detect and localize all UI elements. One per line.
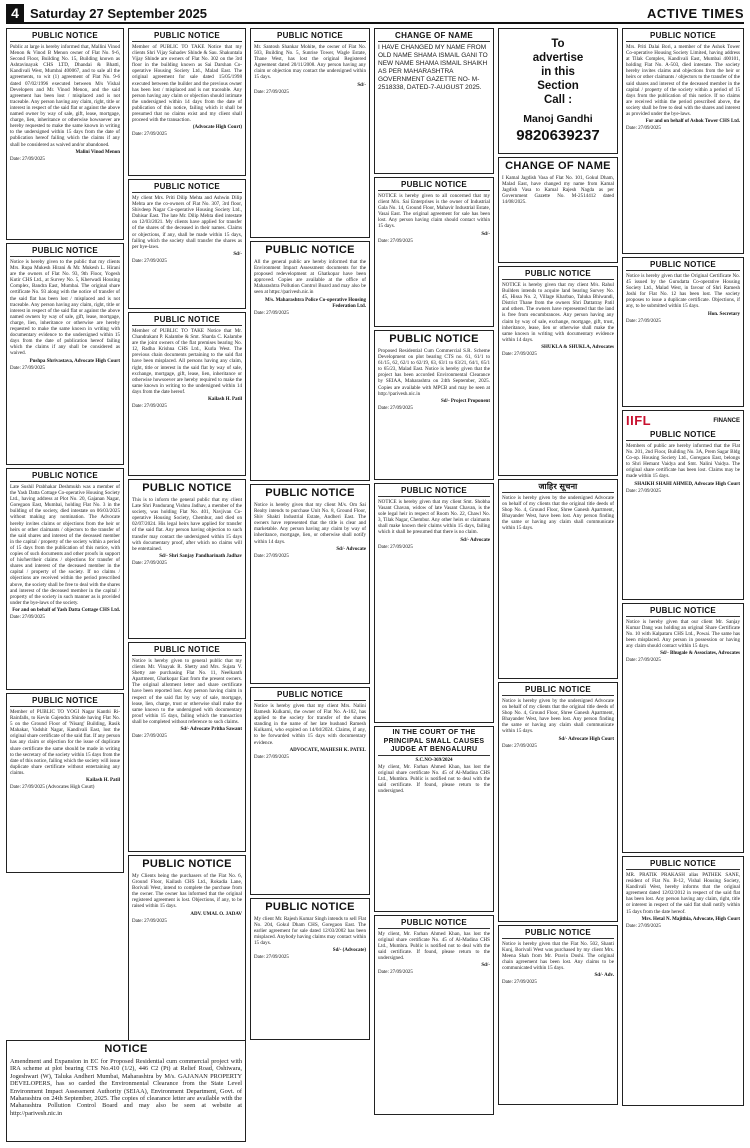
public-notice xyxy=(374,483,494,723)
notice-date: Date: 27/09/2025 xyxy=(132,258,167,264)
public-notice xyxy=(128,642,246,852)
notice-date: Date: 27/09/2025 xyxy=(254,310,289,316)
notice-body: MR. PRATIK PRAKASH alias PATHEK SANE, resident of Flat No. B-12, Vishal Housing Society, Kandivali West, hereby informs that the original agreement dated 12/02/2012 in respect of the said flat has been lost. Any person having any claim, right, title or interest in respect of the said flat shall notify within 15 days from the date hereof. xyxy=(626,872,740,915)
public-notice xyxy=(6,243,124,465)
notice-title: PUBLIC NOTICE xyxy=(254,31,366,42)
public-notice xyxy=(622,28,744,254)
notice-body: I HAVE CHANGED MY NAME FROM OLD NAME SHAMA ISMAIL GANI TO NEW NAME SHAMA ISMAIL SHAIKH AS PER MAHARASHTRA GOVERNMENT GAZETTE NO- M-2518338, DATED-7-AUGUST 2025. xyxy=(378,44,488,91)
notice-date: Date: 27/09/2025 xyxy=(254,955,289,961)
notice-title: PUBLIC NOTICE xyxy=(378,486,490,497)
notice-body: Notice is hereby given that my client M/s. Om Sai Realty intends to purchase Unit No. 8, Ground Floor, Shiv Shakti Industrial Estate, Andheri East. The owners have represented that the title is clear and marketable. Any person having any claim by way of inheritance, mortgage, lien, or otherwise shall notify within 14 days. xyxy=(254,502,366,545)
notice-body: Notice is hereby given by the undersigned Advocate on behalf of my clients that the original title deeds of Shop No. 4, Ground Floor, Shree Ganesh Apartment, Bhayander West, have been lost. Any person finding the same or having any claim shall communicate within 15 days. xyxy=(502,495,614,532)
notice-signature: Sd/- (Advocate) xyxy=(332,948,366,954)
notice-title: PUBLIC NOTICE xyxy=(626,606,740,617)
notice-title: PUBLIC NOTICE xyxy=(378,918,490,929)
notice-signature: Sd/- xyxy=(481,231,490,237)
notice-signature: For and on behalf of Yash Datta Cottage CHS Ltd. xyxy=(12,607,120,613)
notice-body: Notice is hereby given to the public that my clients Mrs. Rupa Mukesh Hirani & Mr. Mukesh L. Hirani are the owners of Flat No. 93, 9th Floor, Yogesh Kutir CHS Ltd., at Survey No. 5, Kherwadi Housing Complex, Bandra East, Mumbai. The original share certificate No. 93 along with the notice of transfer of the said flat has been lost / misplaced and is not traceable. Any person having any claim, right, title or interest in respect of the said flat or against the above named owners by way of sale, gift, lease, mortgage, charge, lien, inheritance or otherwise are hereby requested to make the same known in writing with documentary evidence to the undersigned within 15 days from the date of publication hereof failing which the claims if any shall be considered as waived. xyxy=(10,259,120,357)
public-notice xyxy=(250,898,370,1040)
court-notice xyxy=(374,726,494,912)
notice-body: Notice is hereby given that the Flat No. 502, Shanti Kunj, Borivali West was purchased by my client Mrs. Meena Shah from Mr. Pravin Doshi. The original chain agreement has been lost. Any claims to be communicated within 15 days. xyxy=(502,941,614,972)
suit-number: S.C.NO-369/2024 xyxy=(415,757,453,763)
notice-body: Mrs. Priti Dalai Bori, a member of the Ashok Tower Co-operative Housing Society Limited, having address at Tilak Complex, Kandivali East, Mumbai 400101, holding Flat No. A-503, died intestate. The society hereby invites claims and objections from the heir or heirs or other claimants / objectors to the transfer of the said shares and interest of the deceased member in the capital / property of the society within a period of 15 days from the publication of this notice. If no claims are received within the period prescribed above, the society shall be free to deal with the shares and interest as provided under the bye-laws. xyxy=(626,44,740,118)
column-1 xyxy=(6,28,124,1142)
public-notice xyxy=(622,257,744,407)
notice-date: Date: 27/09/2025 xyxy=(378,970,413,976)
notice-title: PUBLIC NOTICE xyxy=(132,315,242,326)
notice-signature: Sd/- Advocate High Court xyxy=(558,736,614,742)
publication-date: Saturday 27 September 2025 xyxy=(30,5,208,21)
notice-title: PUBLIC NOTICE xyxy=(626,430,740,441)
notice-title: NOTICE xyxy=(104,1043,148,1055)
column-4 xyxy=(374,28,494,1142)
notice-date: Date: 27/09/2025 xyxy=(502,351,537,357)
notice-body: All the general public are hereby informed that the Environment Impact Assessment documents for the proposed redevelopment at Ghatkopar have been approved. Copies are available at the office of Maharashtra Pollution Control Board and may also be seen at https://parivesh.nic.in xyxy=(254,259,366,296)
notice-signature: Sd/- Shri Sanjay Pandharinath Jadhav xyxy=(159,553,242,559)
notice-body: Late Sushil Prabhakar Deshmukh was a member of the Yash Datta Cottage Co-operative Housing Society Ltd., having address at Plot No. 20, Gajanan Nagar, Goregaon East, Mumbai, holding Flat No. 3 in the building of the society, died intestate on 06/03/2025 without making any nomination. The Advocate hereby invites claims or objections from the heir or heirs or other claimants / objectors to the transfer of the said shares and interest of the deceased member in the capital / property of the society within a period of 15 days from the publication of this notice, with copies of such documents and other proofs in support of his/her/their claims / objections for transfer of shares and interest of the deceased member in the capital / property of the society. If no claims / objections are received within the period prescribed above, the society shall be free to deal with the shares and interest of the deceased member in the capital / property of the society in such manner as is provided under the bye-laws of the society. xyxy=(10,484,120,606)
notice-date: Date: 27/09/2025 xyxy=(626,488,661,494)
notice-signature: Sd/- xyxy=(357,82,366,88)
iifl-logo-sub: FINANCE xyxy=(713,417,740,424)
notice-date: Date: 27/09/2025 xyxy=(254,553,289,559)
change-of-name-notice xyxy=(498,157,618,263)
advert-line: Call : xyxy=(543,94,573,106)
masthead xyxy=(6,4,744,24)
notice-signature: (Advocate High Court) xyxy=(192,125,242,131)
notice-title: PUBLIC NOTICE xyxy=(626,31,740,42)
notice-body: Public at large is hereby informed that, Mallini Vinod Menon & Vinod B Menon owner of Flat No. 9-6, Second Floor, Building No. 15, Building known as Ashtavinayak CHS LTD, Dhandai & Bhatti, Kandivali West, Mumbai 400067, and to sale all the agreements, to wit (1) agreement of Flat No. 9-6 dated 07/02/1996 executed between M/s Vishal Developers and Mr. Vinod Menon, and the said agreement has been lost / misplaced and is not traceable. Any person having any claim, right, title or interest in respect of the said flat or against the above named owner by way of sale, gift, lease, mortgage, charge, lien, inheritance or otherwise howsoever are hereby requested to make the same known in writing to the undersigned within 15 days from the date of publication hereof failing which the claims if any shall be considered as waived and/or abandoned. xyxy=(10,44,120,148)
public-notice xyxy=(250,484,370,684)
public-notice xyxy=(6,28,124,240)
hindi-notice xyxy=(498,479,618,679)
public-notice xyxy=(498,925,618,1105)
notice-date: Date: 27/09/2025 xyxy=(626,126,661,132)
notice-body: This is to inform the general public that my client Late Shri Pandurang Vishnu Jadhav, a member of the society, was holding Flat No. 401, Navjivan Co-operative Housing Society, Chembur, and died on 02/07/2024. His legal heirs have applied for transfer of the said flat. Any person having objection to such transfer may contact the undersigned within 15 days with documentary proof, after which no claims will be entertained. xyxy=(132,497,242,552)
iifl-header xyxy=(626,413,740,428)
public-notice xyxy=(374,177,494,327)
notice-signature: Sd/- xyxy=(233,251,242,257)
notice-date: Date: 27/09/2025 xyxy=(626,923,661,929)
public-notice xyxy=(128,28,246,176)
notice-signature: SHUKLA & SHUKLA, Advocates xyxy=(541,344,614,350)
notice-body: Member of PUBLIC TO YOGI Nagar Kanthi Ri-Rainfalls, to Kevin Gajendra Shinde having Flat No. 5 on the Ground Floor of 'Nisarg' Building, Rasik Mahakar, Vadshit Nagar, Kandivali East, lost the original share certificate of the said flat. If any person has any claim or objection for the issue of duplicate share certificate the same should be made in writing to the secretary of the society within 15 days from the date of this notice, failing which the society will issue duplicate share certificate without entertaining any claims. xyxy=(10,709,120,776)
notice-title: जाहिर सूचना xyxy=(502,482,614,493)
public-notice xyxy=(128,479,246,639)
notice-date: Date: 27/09/2025 xyxy=(254,89,289,95)
notice-body: Member of PUBLIC TO TAKE Notice that Mr. Chandrakant P. Kalambe & Smt. Sharda C. Kalambe are the joint owners of the flat premises bearing No. 12, Radha Krishna CHS Ltd., Kurla West. The previous chain documents pertaining to the said flat have been misplaced. All persons having any claim, right, title or interest in the said flat by way of sale, exchange, mortgage, gift, lease, lien, inheritance or otherwise howsoever are hereby required to make the same known in writing to the undersigned within 14 days from the date hereof. xyxy=(132,328,242,395)
notice-title: PUBLIC NOTICE xyxy=(265,487,355,499)
notice-title: PUBLIC NOTICE xyxy=(10,246,120,257)
public-notice xyxy=(622,603,744,853)
notice-signature: Sd/- Advocate xyxy=(336,546,366,552)
notice-body: My client Mr. Rajesh Kumar Singh intends to sell Flat No. 204, Gokul Dham CHS, Goregaon East. The earlier agreement for sale dated 12/03/2002 has been misplaced. Anybody having claims may contact within 15 days. xyxy=(254,916,366,947)
notice-body: Member of PUBLIC TO TAKE Notice that my clients Shri Vijay Sahadev Shinde & Sau. Shakuntala Vijay Shinde are owners of Flat No. 302 on the 3rd floor in the building known as Sai Darshan Co-operative Housing Society Ltd., Malad East. The original agreement for sale dated 15/05/1998 executed between the builder and the previous owner has been lost / misplaced and is not traceable. Any person having any claim or objection should intimate the undersigned within 14 days from the date of publication of this notice, failing which it shall be presumed that no claims exist and my client shall proceed with the transaction. xyxy=(132,44,242,124)
public-notice xyxy=(6,468,124,690)
notice-date: Date: 27/09/2025 xyxy=(132,918,167,924)
notice-body: Members of public are hereby informed that the Flat No. 201, 2nd Floor, Building No. 3A, Prem Sagar Bldg Co-op. Housing Society Ltd., Goregaon East, belongs to Shri Hemant Vaidya and Smt. Nalini Vaidya. The original share certificate has been lost. Claims may be made within 15 days. xyxy=(626,443,740,480)
notice-date: Date: 27/09/2025 xyxy=(378,405,413,411)
advert-contact-name: Manoj Gandhi xyxy=(523,113,593,125)
notice-title: PUBLIC NOTICE xyxy=(10,696,120,707)
public-notice xyxy=(128,312,246,476)
notice-signature: Sd/- Project Proponent xyxy=(441,398,490,404)
notice-title: PUBLIC NOTICE xyxy=(265,901,355,913)
column-2 xyxy=(128,28,246,1142)
public-notice xyxy=(250,28,370,238)
notice-body: My client, Mr. Farhan Ahmed Khan, has lost the original share certificate No. 45 of Al-Madina CHS Ltd., Mumbra. Public is notified not to deal with the said certificate. If found, please return to the undersigned. xyxy=(378,763,490,794)
notice-signature: M/s. Maharashtra Police Co-operative Housing Federation Ltd. xyxy=(265,297,366,309)
notice-signature: For and on behalf of Ashok Tower CHS Ltd. xyxy=(645,119,740,125)
notice-body: I Kamal Jagdish Vasa of Flat No. 101, Gokul Dham, Malad East, have changed my name from Kamal Jagdish Vasa to Kamal Rajesh Nagda as per Government Gazette No. M-2514412 dated 14/08/2025. xyxy=(502,175,614,206)
notice-signature: ADVOCATE, MAHESH K. PATEL xyxy=(289,747,366,753)
notice-title: PUBLIC NOTICE xyxy=(10,471,120,482)
public-notice xyxy=(374,915,494,1115)
notice-body: NOTICE is hereby given to all concerned that my client M/s. Sai Enterprises is the owner of Industrial Gala No. 14, Ground Floor, Mahavir Industrial Estate, Vasai East. The original agreement for sale has been lost. Any person having claim should contact within 15 days. xyxy=(378,193,490,230)
iifl-public-notice xyxy=(622,410,744,600)
notice-title: PUBLIC NOTICE xyxy=(626,260,740,271)
notice-title: PUBLIC NOTICE xyxy=(502,928,614,939)
notice-title: PUBLIC NOTICE xyxy=(254,690,366,701)
notice-signature: Kailash H. Patil xyxy=(85,778,120,784)
notice-body: My Clients being the purchasers of the Flat No. 6, Ground Floor, Kailash CHS Ltd., Rokadia Lane, Borivali West, intend to complete the purchase from the owner. The owner has informed that the original registered agreement is lost. Objections, if any, to be raised within 15 days. xyxy=(132,873,242,910)
notice-body: NOTICE is hereby given that my client Smt. Shobha Vasant Chavan, widow of late Vasant Chavan, is the sole legal heir in respect of Room No. 22, Chawl No. 3, Tilak Nagar, Chembur. Any other heirs or claimants shall make known their claims within 15 days, failing which it shall be presumed that there is no claim. xyxy=(378,499,490,536)
advert-line: Section xyxy=(537,80,579,92)
notice-date: Date: 27/09/2025 xyxy=(10,614,45,620)
notice-body: Amendment and Expansion in EC for Proposed Residential cum commercial project with IRA scheme at plot bearing CTS No.410 (1/2), 446 C2 (Pt) at Relief Road, Oshiwara, Jogeshwari (W), Taluka Andheri Mumbai, Maharashtra by M/s. GAJANAN PROPERTY DEVELOPERS, has so carded the Environmental Clearance from the State Level Environment Impact Assessment Authority (SEIAA), Environment Department, Govt. of Maharashtra on 24th September, 2025. The copies of clearance letter are available with the Maharashtra Pollution Control Board and may also be seen at website at http://parivesh.nic.in xyxy=(10,1058,242,1117)
notice-title: PUBLIC NOTICE xyxy=(10,31,120,42)
notice-date: Date: 27/09/2025 xyxy=(502,980,537,986)
notice-date: Date: 27/09/2025 (Advocates High Court) xyxy=(10,785,95,791)
notice-title: PUBLIC NOTICE xyxy=(626,859,740,870)
notice-title: PUBLIC NOTICE xyxy=(132,31,242,42)
notice-title: PUBLIC NOTICE xyxy=(265,244,355,256)
notice-signature: Sd/- Advocate xyxy=(460,537,490,543)
notice-date: Date: 27/09/2025 xyxy=(502,743,537,749)
notice-body: Mr. Santosh Shankar Mohite, the owner of Flat No. 503, Building No. 5, Sunrise Tower, Wagle Estate, Thane West, has lost the original Registered Agreement dated 20/11/2008. Any person having any claim or objection may contact the undersigned within 15 days. xyxy=(254,44,366,81)
notice-body: Proposed Residential Cum Commercial S.R. Scheme Development on plot bearing CTS no. 61, 61/1 to 61/15, 62, 62/1 to 62/19, 63, 63/1 to 63/21, 64/1, 65/1 to 65/23, Malad East. Notice is hereby given that the project has been accorded Environmental Clearance by SEIAA, Maharashtra on 24th September, 2025. Copies are available with MPCB and may be seen at http://parivesh.nic.in xyxy=(378,348,490,397)
public-notice xyxy=(374,330,494,480)
notice-body: Notice is hereby given to general public that my clients Mr. Vinayak R. Shetty and Mrs. Sujata V. Shetty are purchasing Flat No. 11, Neelkanth Apartment, Ghatkopar East from the present owners. The original allotment letter and share certificate have been reported lost. Any person having claim in respect of the said flat by way of sale, mortgage, lease, lien, charge, trust or otherwise shall make the same known to the undersigned with documentary proof within 15 days, failing which the transaction shall be completed without reference to such claims. xyxy=(132,658,242,725)
public-notice xyxy=(250,687,370,895)
notice-body: Notice is hereby given that the Original Certificate No. 45 issued by the Gurudatta Co-operative Housing Society Ltd., Malad West, in favour of Shri Ramesh Joshi for Flat No. 12 has been lost. The society proposes to issue a duplicate certificate. Objections, if any, to be submitted within 15 days. xyxy=(626,273,740,310)
notice-date: Date: 27/09/2025 xyxy=(254,754,289,760)
notice-body: Notice is hereby given that my client Mrs. Nalini Ramesh Kulkarni, the owner of Flat No. A-102, has applied to the society for transfer of the shares standing in the name of her late husband Ramesh Kulkarni, who expired on 14/04/2024. Claims, if any, to be forwarded within 15 days with documentary evidence. xyxy=(254,703,366,746)
public-notice xyxy=(128,855,246,1045)
notice-title: PUBLIC NOTICE xyxy=(502,269,614,280)
advertise-box xyxy=(498,28,618,154)
notice-title: PUBLIC NOTICE xyxy=(502,685,614,696)
notice-body: My client Mrs. Priti Dilip Mehta and Ashwin Dilip Mehta are the co-owners of Flat No. 307, 3rd floor, Shivdeep Nagar Co-operative Housing Society Ltd., Dahisar East. The late Mr. Dilip Mehta died intestate on 12/03/2021. My clients have applied for transfer of the shares of the deceased in their names. Claims or objections, if any, shall be made within 15 days, failing which the society shall transfer the shares as per bye-laws. xyxy=(132,195,242,250)
notice-body: NOTICE is hereby given that my client M/s. Rahul Builders intends to acquire land bearing Survey No. 45, Hissa No. 2, Village Kharbao, Taluka Bhiwandi, District Thane from the owners Shri Dattatray Patil and others. The owners have represented that the land is free from encumbrances. Any person having any claim by way of sale, exchange, mortgage, gift, trust, inheritance, lease, lien or otherwise shall make the same known in writing with documentary evidence within 14 days. xyxy=(502,282,614,343)
notice-title: CHANGE OF NAME xyxy=(505,160,611,172)
notice-title: PUBLIC NOTICE xyxy=(378,180,490,191)
public-notice xyxy=(498,682,618,922)
notice-date: Date: 27/09/2025 xyxy=(626,318,661,324)
notice-title: PUBLIC NOTICE xyxy=(142,482,232,494)
newspaper-name: ACTIVE TIMES xyxy=(646,5,744,21)
notice-date: Date: 27/09/2025 xyxy=(10,156,45,162)
notice-signature: Kailash H. Patil xyxy=(207,397,242,403)
notice-signature: Pushpa Shrivastava, Advocate High Court xyxy=(29,358,120,364)
notice-signature: Hon. Secretary xyxy=(707,311,740,317)
notice-signature: Sd/- xyxy=(481,963,490,969)
iifl-logo-text: IIFL xyxy=(626,413,652,428)
notice-signature: Sd/- Advocate Pritha Sawant xyxy=(180,727,242,733)
notice-date: Date: 27/09/2025 xyxy=(10,365,45,371)
notice-signature: Malini Vinod Menon xyxy=(75,149,120,155)
notice-body: Notice is hereby given that our client Mr. Sanjay Kumar Dang was holding an original Share Certificate No. 10 with Kalpataru CHS Ltd., Powai. The same has been misplaced. Any person in possession or having any claim should contact within 15 days. xyxy=(626,619,740,650)
notice-signature: Mrs. Hetal N. Majithia, Advocate, High Court xyxy=(641,916,740,922)
public-notice xyxy=(250,241,370,481)
notice-signature: SHAIKH SHAHI AHMED, Advocate High Court xyxy=(634,481,740,487)
public-notice xyxy=(622,856,744,1106)
notice-body: My client, Mr. Farhan Ahmed Khan, has lost the original share certificate No. 45 of Al-Madina CHS Ltd., Mumbra. Public is notified not to deal with the said certificate. If found, please return to the undersigned. xyxy=(378,931,490,962)
advert-phone: 9820639237 xyxy=(516,127,600,144)
public-notice xyxy=(128,179,246,309)
advert-line: advertise xyxy=(532,52,584,64)
court-title: IN THE COURT OF THE PRINCIPAL SMALL CAUSES JUDGE AT BENGALURU xyxy=(378,729,490,756)
notice-signature: ADV. UMAL O. JADAV xyxy=(190,911,242,917)
column-5 xyxy=(498,28,618,1142)
notice-title: PUBLIC NOTICE xyxy=(389,333,479,345)
notice-title: PUBLIC NOTICE xyxy=(132,645,242,656)
notice-date: Date: 27/09/2025 xyxy=(132,132,167,138)
notice-signature: Sd/- Adv. xyxy=(594,973,614,979)
column-6 xyxy=(622,28,744,1142)
notice-date: Date: 27/09/2025 xyxy=(132,404,167,410)
change-of-name-notice xyxy=(374,28,494,174)
public-notice xyxy=(498,266,618,476)
column-3 xyxy=(250,28,370,1142)
page-number: 4 xyxy=(6,4,24,22)
notice-date: Date: 27/09/2025 xyxy=(132,734,167,740)
notice-signature: Sd/- Bhugale & Associates, Advocates xyxy=(660,651,740,657)
notice-title: CHANGE OF NAME xyxy=(378,31,490,42)
notice-title: PUBLIC NOTICE xyxy=(132,182,242,193)
notice-date: Date: 27/09/2025 xyxy=(626,658,661,664)
notice-title: PUBLIC NOTICE xyxy=(142,858,232,870)
notice-body: Notice is hereby given by the undersigned Advocate on behalf of my clients that the original title deeds of Shop No. 4, Ground Floor, Shree Ganesh Apartment, Bhayander West, have been lost. Any person finding the same or having any claim shall communicate within 15 days. xyxy=(502,698,614,735)
advert-line: To xyxy=(551,38,565,50)
advert-line: in this xyxy=(541,66,575,78)
notice-date: Date: 27/09/2025 xyxy=(378,544,413,550)
iifl-logo xyxy=(626,413,651,428)
public-notice xyxy=(6,693,124,873)
notice-date: Date: 27/09/2025 xyxy=(378,238,413,244)
notice-date: Date: 27/09/2025 xyxy=(132,560,167,566)
ec-amendment-notice xyxy=(6,1040,246,1142)
